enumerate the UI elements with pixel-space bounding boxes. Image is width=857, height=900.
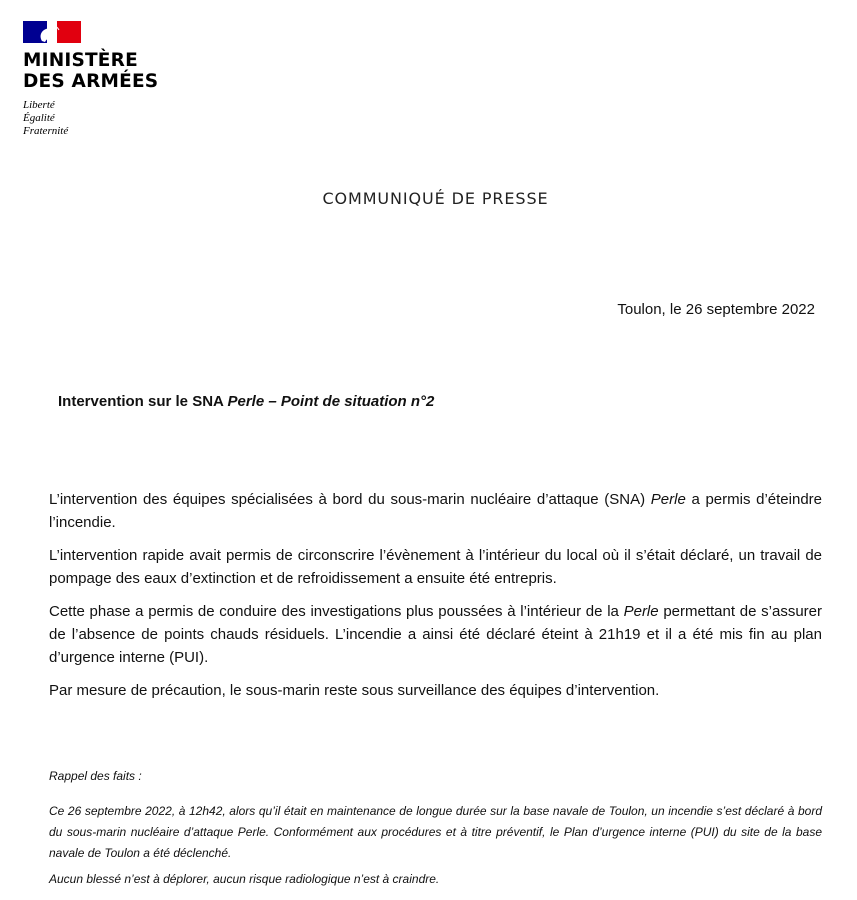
motto-fraternite: Fraternité (23, 125, 69, 137)
ministry-name (23, 50, 158, 92)
reminder-facts: Ce 26 septembre 2022, à 12h42, alors qu’il était en maintenance de longue durée sur la base navale de Toulon, un incendie s’est déclaré à bord du sous-marin nucléaire d’attaque Perle. Conformément aux procédures et à titre préventif, le Plan d’urgence interne (PUI) du site de la base navale de Toulon a été déclenché. (49, 804, 822, 860)
document-type-title: COMMUNIQUÉ DE PRESSE (322, 189, 549, 208)
marianne-flag-icon (23, 21, 81, 43)
motto-egalite: Égalité (23, 112, 55, 124)
flag-red-band (57, 21, 81, 43)
motto-liberte: Liberté (23, 99, 55, 111)
paragraph-3-vessel-name: Perle (623, 603, 659, 620)
paragraph-3-text-a: Cette phase a permis de conduire des investigations plus poussées à l’intérieur de la (49, 603, 624, 620)
press-release-body (49, 488, 822, 712)
ministry-logo (23, 21, 158, 138)
paragraph-precaution: Par mesure de précaution, le sous-marin reste sous surveillance des équipes d’intervention. (49, 682, 660, 699)
reminder-closing: Aucun blessé n’est à déplorer, aucun risque radiologique n’est à craindre. (49, 872, 440, 886)
headline-vessel-name: Perle (227, 393, 265, 410)
paragraph-1-text-a: L’intervention des équipes spécialisées à bord du sous-marin nucléaire d’attaque (SNA) (49, 491, 651, 508)
paragraph-extinction (49, 488, 822, 534)
paragraph-1-text-b: a permis d’éteindre l’incendie. (49, 491, 823, 531)
paragraph-rapid-intervention: L’intervention rapide avait permis de circonscrire l’évènement à l’intérieur du local où il s’était déclaré, un travail de pompage des eaux d’extinction et de refroidissement a ensuite été entrepris. (49, 547, 822, 587)
headline-part1: Intervention sur le SNA (58, 393, 228, 410)
reminder-section (49, 766, 822, 890)
republic-motto (23, 99, 158, 138)
ministry-name-line2: DES ARMÉES (23, 71, 159, 92)
dateline: Toulon, le 26 septembre 2022 (617, 301, 815, 318)
ministry-name-line1: MINISTÈRE (23, 50, 138, 71)
headline-part2: – Point de situation n°2 (264, 393, 435, 410)
press-release-headline (58, 393, 434, 410)
reminder-label: Rappel des faits : (49, 769, 142, 783)
paragraph-3-text-b: permettant de s’assurer de l’absence de points chauds résiduels. L’incendie a ainsi été déclaré éteint à 21h19 et il a été mis fin au plan d’urgence interne (PUI). (49, 603, 822, 666)
paragraph-investigations (49, 600, 822, 669)
paragraph-1-vessel-name: Perle (650, 491, 686, 508)
